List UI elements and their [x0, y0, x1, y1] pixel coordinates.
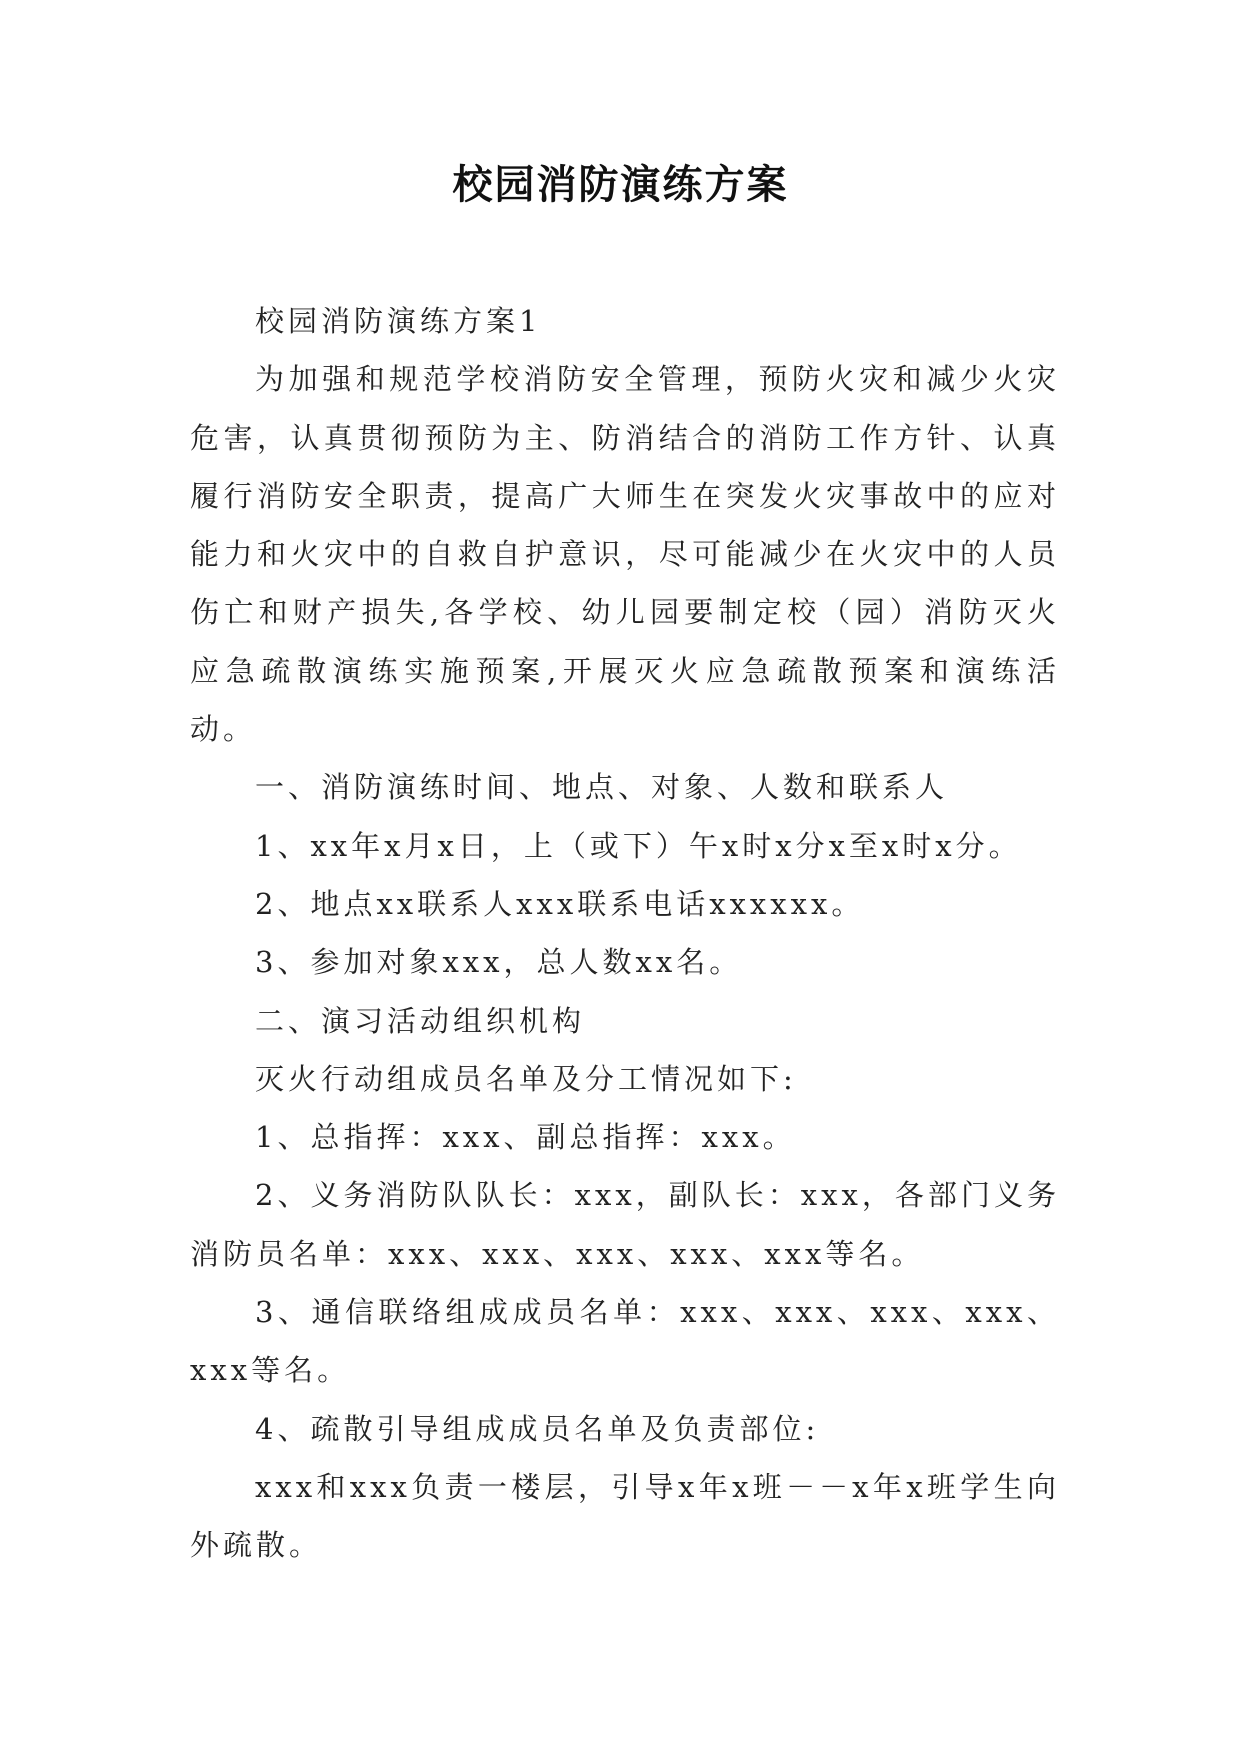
document-title: 校园消防演练方案	[452, 161, 789, 208]
paragraph-evacuation-guide: 4、疏散引导组成成员名单及负责部位:	[255, 1411, 820, 1446]
paragraph-communication: 3、通信联络组成成员名单：xxx、xxx、xxx、xxx、xxx等名。	[190, 1295, 1060, 1388]
paragraph-participants: 3、参加对象xxx，总人数xx名。	[255, 945, 743, 980]
paragraph-commander: 1、总指挥：xxx、副总指挥：xxx。	[255, 1120, 796, 1155]
section-heading-1: 一、消防演练时间、地点、对象、人数和联系人	[255, 770, 949, 805]
paragraph-location: 2、地点xx联系人xxx联系电话xxxxxx。	[255, 886, 865, 921]
paragraph-team-list-intro: 灭火行动组成员名单及分工情况如下:	[255, 1061, 797, 1096]
section-heading-2: 二、演习活动组织机构	[255, 1003, 586, 1038]
paragraph-time: 1、xx年x月x日，上（或下）午x时x分x至x时x分。	[255, 828, 1022, 863]
paragraph-first-floor: xxx和xxx负责一楼层，引导x年x班－－x年x班学生向外疏散。	[190, 1469, 1060, 1563]
paragraph-fire-brigade: 2、义务消防队队长：xxx，副队长：xxx，各部门义务消防员名单：xxx、xxx、xxx、xxx、xxx等名。	[190, 1178, 1060, 1271]
paragraph-heading-1: 校园消防演练方案1	[255, 304, 542, 338]
document-body	[190, 292, 1060, 1575]
paragraph-intro: 为加强和规范学校消防安全管理，预防火灾和减少火灾危害，认真贯彻预防为主、防消结合的消防工作方针、认真履行消防安全职责，提高广大师生在突发火灾事故中的应对能力和火灾中的自救自护意识，尽可能减少在火灾中的人员伤亡和财产损失,各学校、幼儿园要制定校（园）消防灭火应急疏散演练实施预案,开展灭火应急疏散预案和演练活动。	[190, 362, 1060, 747]
